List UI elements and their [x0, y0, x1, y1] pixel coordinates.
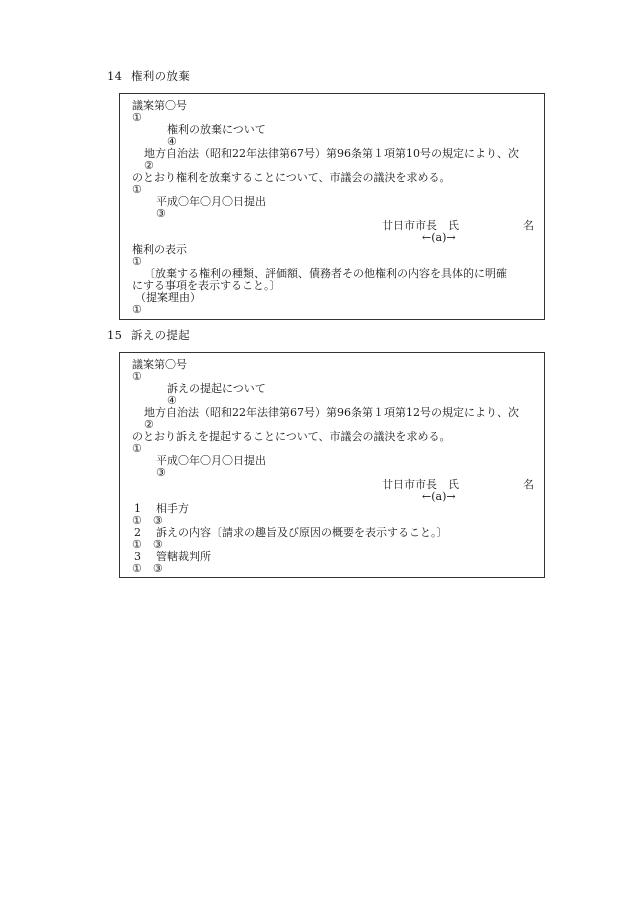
item-text: 訴えの内容〔請求の趣旨及び原因の概要を表示すること。〕 — [156, 526, 448, 539]
item-number: 2 — [134, 526, 141, 539]
submission-date: 平成〇年〇月〇日提出 — [156, 454, 266, 467]
signer-name: 名 — [523, 478, 534, 491]
section-number: 14 — [107, 69, 123, 83]
indent-mark: ① — [132, 370, 142, 383]
indent-mark: ② — [144, 159, 154, 172]
item-number: 3 — [134, 550, 141, 563]
rights-description: 〔放棄する権利の種類、評価額、債務者その他権利の内容を具体的に明確 — [144, 267, 507, 280]
proposal-reason: （提案理由） — [135, 291, 201, 304]
indent-mark: ① — [132, 303, 142, 316]
submission-date: 平成〇年〇月〇日提出 — [156, 195, 266, 208]
bill-number: 議案第〇号 — [132, 358, 187, 371]
section-title: 訴えの提起 — [131, 328, 190, 342]
bill-subject: 権利の放棄について — [167, 123, 266, 136]
signer-title: 廿日市市長 氏 — [382, 478, 459, 491]
body-text-line: 地方自治法（昭和22年法律第67号）第96条第１項第10号の規定により、次 — [144, 147, 519, 160]
indent-mark: ③ — [156, 466, 166, 479]
indent-mark: ① — [132, 111, 142, 124]
body-text-line: のとおり訴えを提起することについて、市議会の議決を求める。 — [132, 430, 451, 443]
section-14-heading — [107, 70, 190, 82]
signer-title: 廿日市市長 氏 — [382, 219, 459, 232]
item-text: 相手方 — [156, 502, 189, 515]
indent-mark: ③ — [156, 207, 166, 220]
indent-mark: ④ — [167, 394, 177, 407]
indent-mark: ① ③ — [132, 514, 163, 527]
indent-mark: ① ③ — [132, 562, 163, 575]
rights-heading: 権利の表示 — [132, 243, 187, 256]
spacing-arrow: ←(a)→ — [422, 490, 456, 503]
indent-mark: ② — [144, 418, 154, 431]
spacing-arrow: ←(a)→ — [422, 231, 456, 244]
bill-subject: 訴えの提起について — [167, 382, 266, 395]
bill-number: 議案第〇号 — [132, 99, 187, 112]
rights-description: にする事項を表示すること。〕 — [132, 279, 281, 292]
form-box-lawsuit — [119, 352, 545, 578]
indent-mark: ① — [132, 255, 142, 268]
body-text-line: 地方自治法（昭和22年法律第67号）第96条第１項第12号の規定により、次 — [144, 406, 519, 419]
section-number: 15 — [107, 328, 123, 342]
indent-mark: ① — [132, 442, 142, 455]
item-text: 管轄裁判所 — [156, 550, 211, 563]
section-title: 権利の放棄 — [131, 69, 190, 83]
form-box-rights-waiver — [119, 93, 545, 320]
body-text-line: のとおり権利を放棄することについて、市議会の議決を求める。 — [132, 171, 451, 184]
indent-mark: ④ — [167, 135, 177, 148]
indent-mark: ① ③ — [132, 538, 163, 551]
signer-name: 名 — [523, 219, 534, 232]
item-number: 1 — [134, 502, 141, 515]
section-15-heading — [107, 329, 190, 341]
indent-mark: ① — [132, 183, 142, 196]
